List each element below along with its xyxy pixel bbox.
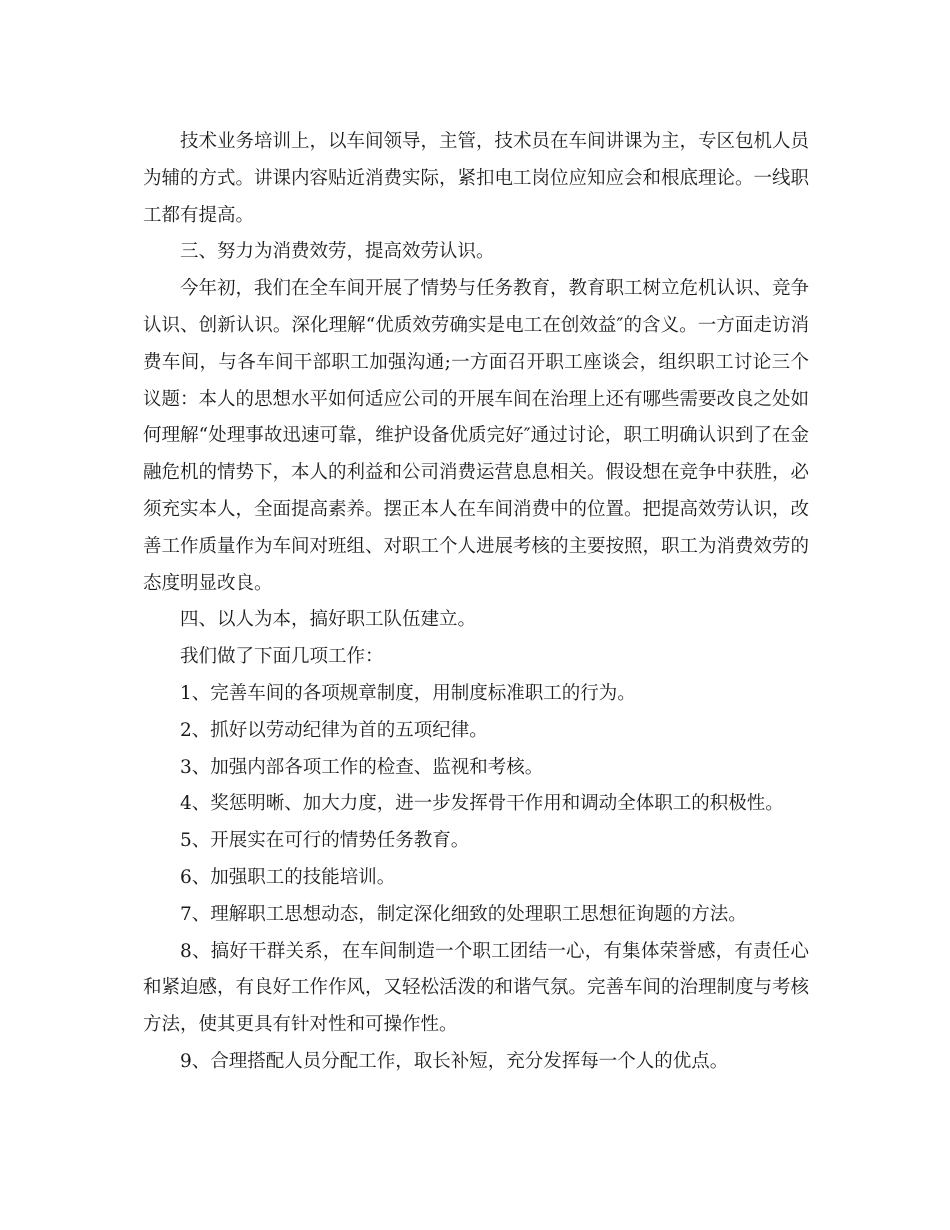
list-item-3: 3、加强内部各项工作的检查、监视和考核。 (180, 756, 544, 778)
list-item-6: 6、加强职工的技能培训。 (180, 866, 396, 888)
list-item-2: 2、抓好以劳动纪律为首的五项纪律。 (180, 719, 488, 741)
paragraph-service-awareness: 今年初，我们在全车间开展了情势与任务教育，教育职工树立危机认识、竞争认识、创新认识。深化理解“优质效劳确实是电工在创效益″的含义。一方面走访消费车间，与各车间干部职工加强沟通;一方面召开职工座谈会，组织职工讨论三个议题：本人的思想水平如何适应公司的开展车间在治理上还有哪些需要改良之处如何理解“处理事故迅速可靠，维护设备优质完好″通过讨论，职工明确认识到了在金融危机的情势下，本人的利益和公司消费运营息息相关。假设想在竞争中获胜，必须充实本人，全面提高素养。摆正本人在车间消费中的位置。把提高效劳认识，改善工作质量作为车间对班组、对职工个人进展考核的主要按照，职工为消费效劳的态度明显改良。 (143, 278, 810, 594)
heading-section-three: 三、努力为消费效劳，提高效劳认识。 (180, 241, 495, 263)
list-item-7: 7、理解职工思想动态，制定深化细致的处理职工思想征询题的方法。 (180, 903, 747, 925)
paragraph-technical-training: 技术业务培训上，以车间领导，主管，技术员在车间讲课为主，专区包机人员为辅的方式。讲课内容贴近消费实际，紧扣电工岗位应知应会和根底理论。一线职工都有提高。 (143, 131, 810, 226)
paragraph-work-intro: 我们做了下面几项工作： (180, 646, 384, 668)
document-body (143, 124, 809, 1081)
list-item-4: 4、奖惩明晰、加大力度，进一步发挥骨干作用和调动全体职工的积极性。 (180, 793, 784, 815)
list-item-9: 9、合理搭配人员分配工作，取长补短，充分发挥每一个人的优点。 (180, 1050, 729, 1072)
list-item-8: 8、搞好干群关系，在车间制造一个职工团结一心，有集体荣誉感，有责任心和紧迫感，有良好工作作风，又轻松活泼的和谐气氛。完善车间的治理制度与考核方法，使其更具有针对性和可操作性。 (143, 940, 810, 1036)
list-item-5: 5、开展实在可行的情势任务教育。 (180, 830, 470, 852)
heading-section-four: 四、以人为本，搞好职工队伍建立。 (180, 609, 477, 631)
list-item-1: 1、完善车间的各项规章制度，用制度标准职工的行为。 (180, 682, 636, 704)
